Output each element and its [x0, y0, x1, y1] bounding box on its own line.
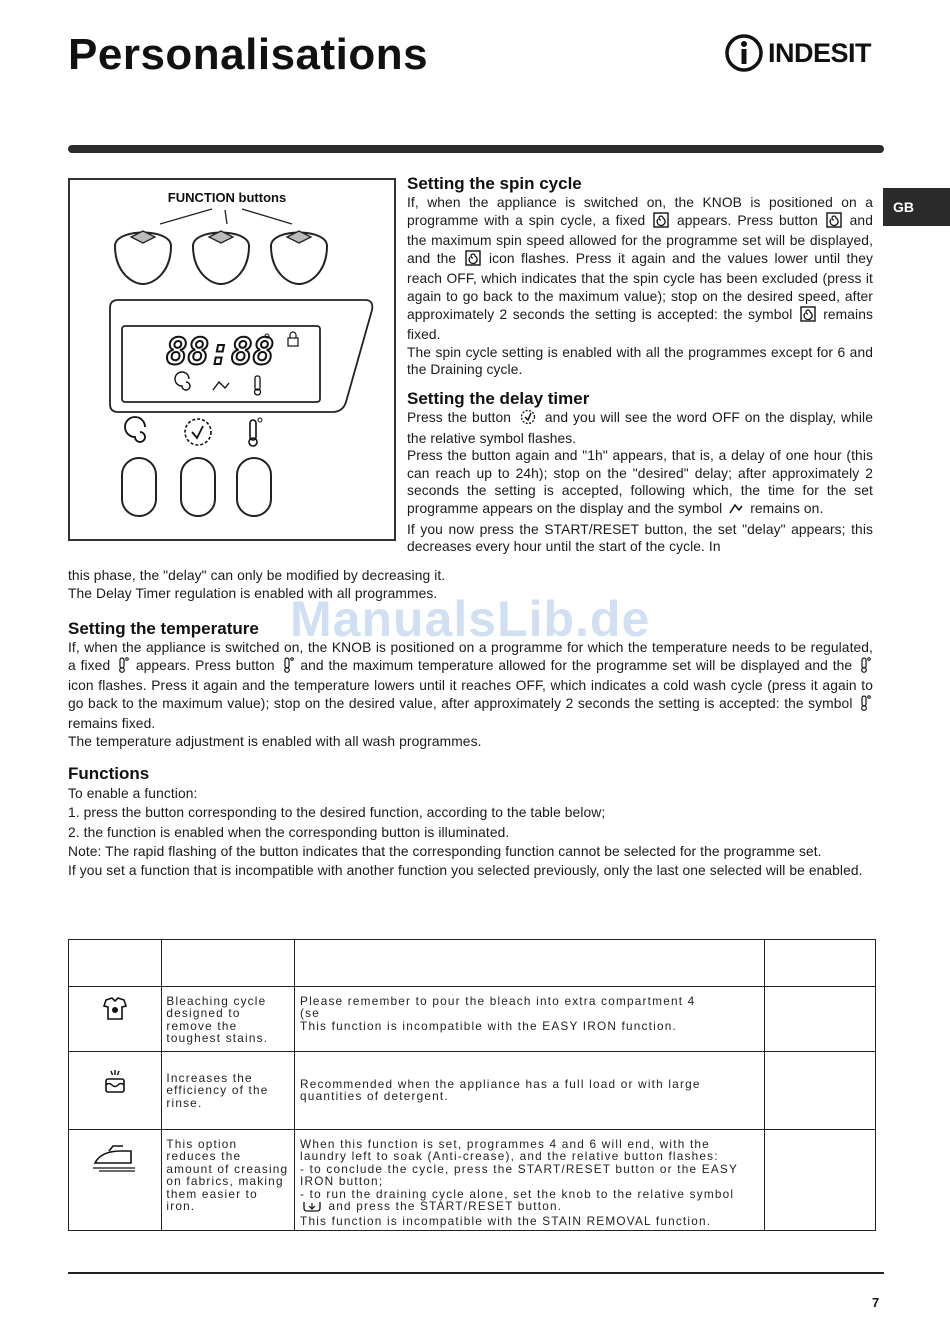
functions-section: [68, 764, 873, 880]
thermometer-icon: [282, 657, 294, 678]
function-button-3: [271, 231, 327, 284]
indesit-logo: [724, 33, 871, 73]
temperature-text: If, when the appliance is switched on, the KNOB is positioned on a programme for which the temperature needs to be regulated, a fixed appears. Press button and the maximum temperature allowed for the programme set will be displayed and the icon flashes. Press it again and the temperature lowers until it reaches OFF, which indicates a cold wash cycle (press it again to go back to the maximum value); stop on the desired value, after approximately 2 seconds the setting is accepted: the symbol remains fixed. The temperature adjustment is enabled with all wash programmes.: [68, 640, 873, 749]
table-row: [69, 1130, 876, 1231]
temperature-heading: Setting the temperature: [68, 619, 259, 638]
spin-symbol-icon: [465, 250, 481, 271]
delay-timer-button: [181, 458, 215, 516]
table-header-row: [69, 940, 876, 987]
table-header-cell: [162, 940, 295, 987]
control-panel-drawing: [70, 180, 394, 539]
function-description: Recommended when the appliance has a full load or with large quantities of detergent.: [295, 1052, 765, 1130]
spin-section: [407, 174, 873, 379]
control-panel-illustration: [68, 178, 396, 541]
function-description: When this function is set, programmes 4 and 6 will end, with the laundry left to soak (Anti-crease), and the relative button flashes: - to conclude the cycle, press the START/RESET button or the EASY IRON button; - to run the draining cycle alone, set the knob to the relative symbol and press the START/RESET button. This function is incompatible with the STAIN REMOVAL function.: [295, 1130, 765, 1231]
page-number: 7: [872, 1295, 880, 1310]
easy-iron-icon: [69, 1130, 162, 1231]
delay-button-icon: [185, 419, 211, 445]
spin-text: If, when the appliance is switched on, the KNOB is positioned on a programme with a spin cycle, a fixed appears. Press button and the maximum spin speed allowed for the programme set will be displayed, and the icon flashes. Press it again and the values lower until they reach OFF, which indicates that the spin cycle has been excluded (press it again to go back to the maximum value); stop on the desired speed, after approximately 2 seconds the setting is accepted: the symbol remains fixed. The spin cycle setting is enabled with all the programmes except for 6 and the Draining cycle.: [407, 195, 874, 378]
spin-heading: Setting the spin cycle: [407, 174, 582, 193]
spin-button: [122, 458, 156, 516]
delay-text-continued: this phase, the "delay" can only be modified by decreasing it. The Delay Timer regulation is enabled with all programmes.: [68, 568, 446, 601]
table-header-cell: [69, 940, 162, 987]
delay-text: Press the button and you will see the word OFF on the display, while the relative symbol flashes. Press the button again and "1h" appears, that is, a delay of one hour (this can reach up to 24h); stop on the "desired" delay; after approximately 2 seconds the setting is accepted, following which, the time for the set programme appears on the display and the symbol remains on. If you now press the START/RESET button, the set "delay" appears; this decreases every hour until the start of the cycle. In: [407, 410, 873, 555]
delay-timer-icon: [518, 409, 538, 430]
function-description: Please remember to pour the bleach into extra compartment 4 (se This function is incompatible with the EASY IRON function.: [295, 987, 765, 1052]
functions-heading: Functions: [68, 764, 150, 783]
spin-symbol-icon: [800, 306, 816, 327]
function-name: Bleaching cycle designed to remove the toughest stains.: [162, 987, 295, 1052]
footer-divider: [68, 1272, 884, 1274]
functions-table: [68, 939, 876, 1231]
stain-removal-icon: [69, 987, 162, 1052]
page-title: Personalisations: [68, 30, 429, 79]
extra-rinse-icon: [69, 1052, 162, 1130]
function-buttons-label: FUNCTION buttons: [167, 190, 287, 205]
table-row: [69, 1052, 876, 1130]
table-header-cell: [295, 940, 765, 987]
function-name: Increases the efficiency of the rinse.: [162, 1052, 295, 1130]
function-name: This option reduces the amount of creasing on fabrics, making them easier to iron.: [162, 1130, 295, 1231]
delay-symbol-icon: [728, 500, 744, 521]
thermometer-icon: [859, 695, 871, 716]
table-cell: [765, 1052, 876, 1130]
delay-heading: Setting the delay timer: [407, 389, 590, 408]
spin-button-icon: [826, 212, 842, 233]
function-button-1: [115, 231, 171, 284]
temperature-button: [237, 458, 271, 516]
function-button-2: [193, 231, 249, 284]
functions-text: To enable a function: 1. press the button corresponding to the desired function, according to the table below; 2. the function is enabled when the corresponding button is illuminated. Note: The rapid flashing of the button indicates that the corresponding function cannot be selected for the programme set. If you set a function that is incompatible with another function you selected previously, only the last one selected will be enabled.: [68, 786, 863, 879]
language-tab: GB: [883, 188, 950, 226]
drain-symbol-icon: [302, 1200, 322, 1215]
table-header-cell: [765, 940, 876, 987]
thermometer-icon: [117, 657, 129, 678]
delay-section: [407, 389, 873, 556]
watermark: ManualsLib.de: [290, 591, 651, 647]
header-divider: [68, 145, 884, 153]
display-digits: 88:88: [165, 332, 275, 373]
indesit-i-icon: [724, 33, 764, 73]
temperature-button-icon: [249, 418, 262, 446]
table-cell: [765, 987, 876, 1052]
table-row: [69, 987, 876, 1052]
thermometer-icon: [859, 657, 871, 678]
spin-symbol-icon: [653, 212, 669, 233]
brand-name: INDESIT: [768, 37, 872, 68]
spin-button-icon: [125, 417, 145, 442]
table-cell: [765, 1130, 876, 1231]
